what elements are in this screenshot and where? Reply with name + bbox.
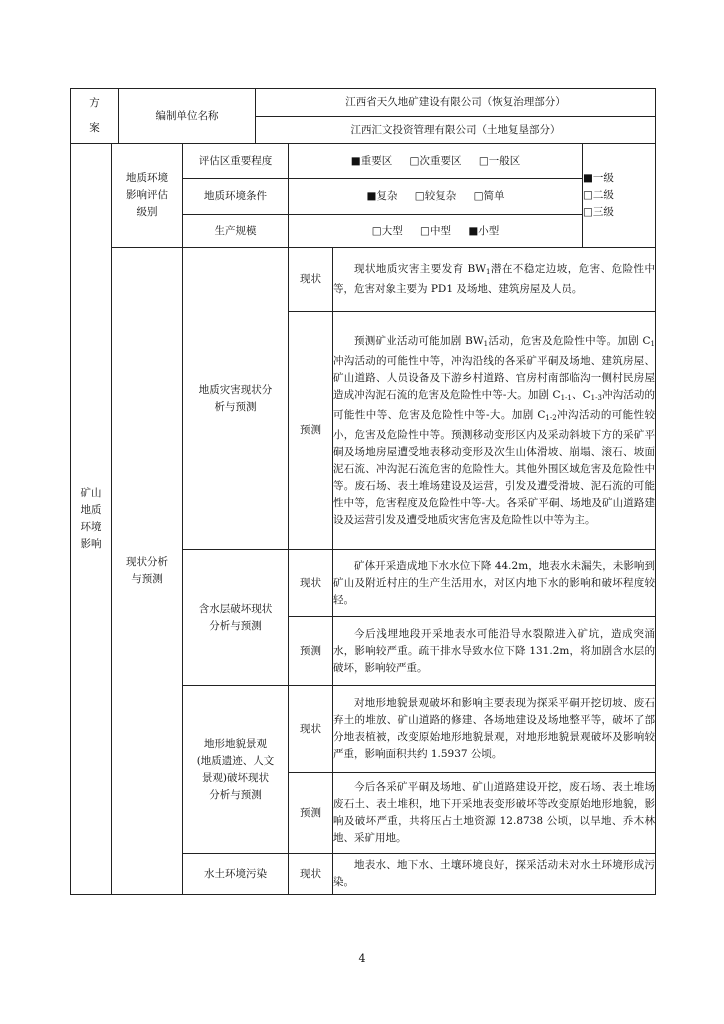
forecast-tag: 预测 [289,312,333,550]
checkbox-option[interactable]: □简单 [473,190,505,202]
checkbox-option[interactable]: □大型 [371,224,403,237]
checkbox-option[interactable]: □次重要区 [409,154,462,167]
checkbox-option[interactable]: ■重要区 [350,154,393,167]
plan-char-2: 案 [89,122,100,134]
aquifer-label-line: 分析与预测 [209,619,262,632]
forecast-tag: 预测 [289,617,333,686]
section-label-line: 矿山 [80,487,102,499]
condition-label: 地质环境条件 [183,179,289,215]
grading-label [112,144,183,248]
grade-options [583,144,656,248]
plan-char-1: 方 [89,97,100,109]
checkbox-option[interactable]: ■复杂 [366,190,398,202]
aquifer-forecast-text: 今后浅埋地段开采地表水可能沿导水裂隙进入矿坑，造成突涌水，影响较严重。疏干排水导致水位下降 131.2m，将加剧含水层的破坏，影响较严重。 [333,617,656,686]
landform-status-text: 对地形地貌景观破坏和影响主要表现为探采平硐开挖切坡、废石弃土的堆放、矿山道路的修建、各场地建设及场地整平等，破坏了部分地表植被，改变原始地形地貌景观，对地形地貌景观破坏及影响较严重，影响面积共约 1.5937 公顷。 [333,686,656,773]
section-label-line: 环境 [80,521,102,533]
section-label [71,144,112,895]
grading-label-line: 级别 [136,206,158,218]
grading-label-line: 地质环境 [126,172,168,184]
landform-label-line: 地形地貌景观 [204,737,267,750]
aquifer-label-line: 含水层破坏现状 [198,602,273,615]
landform-label-line: 分析与预测 [209,788,262,801]
grade-option[interactable]: ■一级 [583,172,614,184]
landform-label-line: (地质遗迹、人文 [196,754,275,767]
unit-label: 编制单位名称 [119,89,256,144]
aquifer-label [183,550,289,686]
forecast-tag: 预测 [289,773,333,854]
status-tag: 现状 [289,854,333,895]
unit-name-2: 江西汇文投资管理有限公司（土地复垦部分） [256,117,656,144]
scale-label: 生产规模 [183,215,289,248]
grade-option[interactable]: □三级 [583,206,614,218]
importance-label: 评估区重要程度 [183,144,289,179]
landform-label-line: 景观)破坏现状 [201,771,270,784]
landform-label [183,686,289,854]
header-table [70,88,656,144]
plan-label-cell [71,89,119,144]
checkbox-option[interactable]: □较复杂 [414,190,457,202]
hazard-label-line: 地质灾害现状分 [198,383,273,396]
section-label-line: 影响 [80,538,102,550]
status-tag: 现状 [289,686,333,773]
status-tag: 现状 [289,550,333,617]
checkbox-option[interactable]: ■小型 [468,224,500,237]
aquifer-status-text: 矿体开采造成地下水水位下降 44.2m，地表水未漏失，未影响到矿山及附近村庄的生产生活用水，对区内地下水的影响和破坏程度较轻。 [333,550,656,617]
checkbox-option[interactable]: □中型 [420,224,451,237]
analysis-label [112,248,183,895]
grade-option[interactable]: □二级 [583,189,614,201]
pollution-status-text: 地表水、地下水、土壤环境良好，探采活动未对水土环境形成污染。 [333,854,656,895]
hazard-status-text: 现状地质灾害主要发育 $BW_1$潜在不稳定边坡，危害、危险性中等，危害对象主要为 PD1 及场地、建筑房屋及人员。 [333,248,656,312]
importance-options [289,144,583,179]
analysis-label-line: 现状分析 [126,556,168,568]
grading-label-line: 影响评估 [126,189,168,201]
checkbox-option[interactable]: □一般区 [478,154,521,167]
pollution-label: 水土环境污染 [183,854,289,895]
scale-options [289,215,583,248]
hazard-label [183,248,289,550]
hazard-forecast-text: 预测矿业活动可能加剧 $BW_1$活动，危害及危险性中等。加剧 $C_1$冲沟活动的可能性中等，冲沟沿线的各采矿平硐及场地、建筑房屋、矿山道路、人员设备及下游乡村道路、官房村南部临沟一侧村民房屋造成冲沟泥石流的危害及危险性中等-大。加剧 $C_{1-1}$、$C_{1-3}$冲沟活动的可能性中等、危害及危险性中等-大。加剧 $C_{1-2}$冲沟活动的可能性较小，危害及危险性中等。预测移动变形区内及采动斜坡下方的采矿平硐及场地房屋遭受地表移动变形及次生山体滑坡、崩塌、滚石、坡面泥石流、冲沟泥石流危害的危险性大。其他外围区域危害及危险性中等。废石场、表土堆场建设及运营，引发及遭受滑坡、泥石流的可能性中等，危害程度及危险性中等-大。各采矿平硐、场地及矿山道路建设及运营引发及遭受地质灾害危害及危险性以中等为主。 [333,312,656,550]
unit-name-1: 江西省天久地矿建设有限公司（恢复治理部分） [256,89,656,117]
analysis-label-line: 与预测 [131,573,163,585]
status-tag: 现状 [289,248,333,312]
hazard-label-line: 析与预测 [214,400,257,413]
landform-forecast-text: 今后各采矿平硐及场地、矿山道路建设开挖，废石场、表土堆场废石土、表土堆积，地下开采地表变形破坏等改变原始地形地貌，影响及破坏严重，共将压占土地资源 12.8738 公顷，以旱地、乔木林地、采矿用地。 [333,773,656,854]
assessment-table [70,143,656,895]
section-label-line: 地质 [80,504,102,516]
condition-options [289,179,583,215]
page-number: 4 [358,952,366,965]
